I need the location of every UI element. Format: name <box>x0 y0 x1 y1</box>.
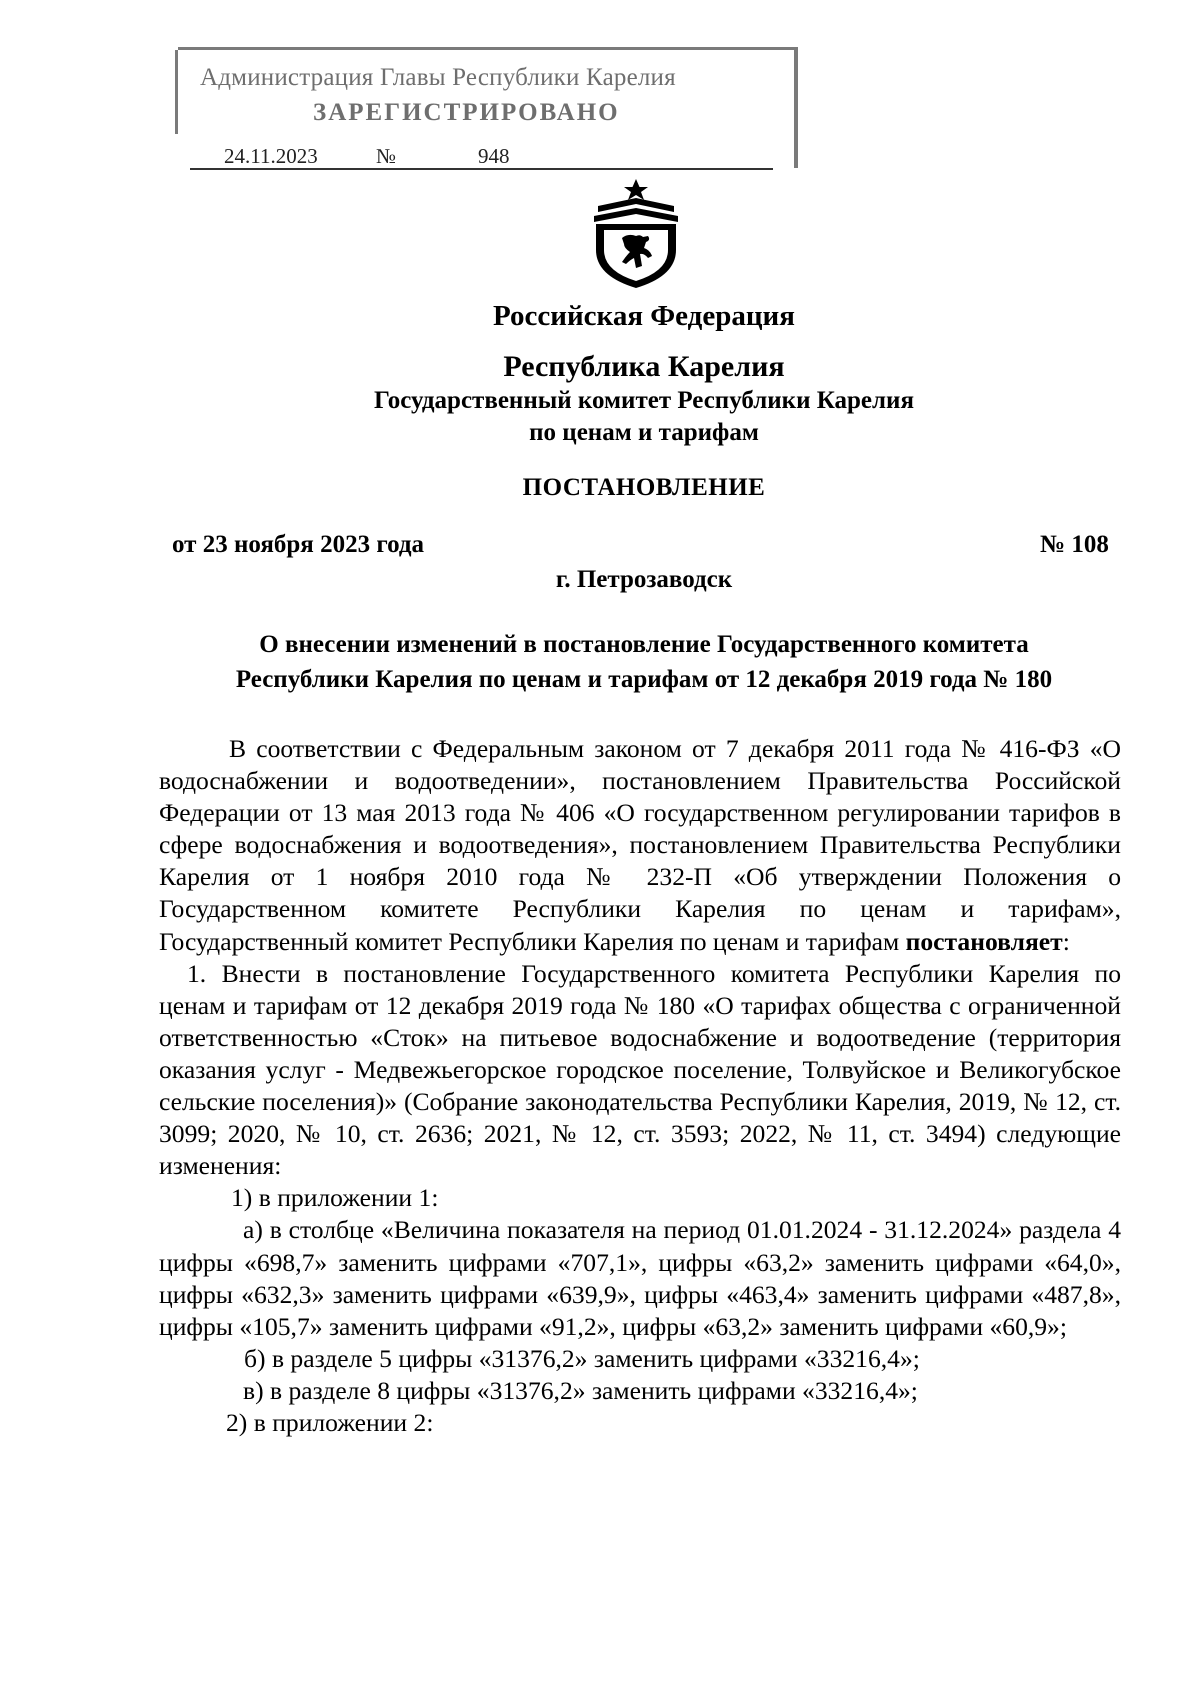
subitem-2: 2) в приложении 2: <box>226 1407 434 1437</box>
stamp-date: 24.11.2023 <box>224 144 318 168</box>
document-date: от 23 ноября 2023 года <box>172 531 424 558</box>
republic-heading: Республика Карелия <box>503 350 785 383</box>
karelia-coat-of-arms-icon <box>588 178 684 290</box>
committee-heading-line1: Государственный комитет Республики Карелия <box>374 387 914 414</box>
stamp-underline <box>190 168 773 170</box>
registration-stamp <box>178 47 798 168</box>
item-1: 1. Внести в постановление Государственного комитета Республики Карелия по ценам и тарифам от 12 декабря 2019 года № 180 «О тарифах общества с ограниченной ответственностью «Сток» на питьевое водоснабжение и водоотведение (территория оказания услуг - Медвежьегорское городское поселение, Толвуйское и Великогубское сельские поселения)» (Собрание законодательства Республики Карелия, 2019, № 12, ст. 3099; 2020, № 10, ст. 2636; 2021, № 12, ст. 3593; 2022, № 11, ст. 3494) следующие изменения: <box>159 958 1121 1181</box>
preamble-text: В соответствии с Федеральным законом от 7 декабря 2011 года № 416-ФЗ «О водоснабжении и водоотведении», постановлением Правительства Российской Федерации от 13 мая 2013 года № 406 «О государственном регулировании тарифов в сфере водоснабжения и водоотведения», постановлением Правительства Республики Карелия от 1 ноября 2010 года № 232-П «Об утверждении Положения о Государственном комитете Республики Карелия по ценам и тарифам», Государственный комитет Республики Карелия по ценам и тарифам <box>159 734 1121 956</box>
document-city: г. Петрозаводск <box>555 566 733 593</box>
document-number: № 108 <box>1040 531 1109 558</box>
subitem-1c: в) в разделе 8 цифры «31376,2» заменить цифрами «33216,4»; <box>243 1375 918 1405</box>
subitem-1a: а) в столбце «Величина показателя на период 01.01.2024 - 31.12.2024» раздела 4 цифры «698,7» заменить цифрами «707,1», цифры «63,2» заменить цифрами «64,0», цифры «632,3» заменить цифрами «639,9», цифры «463,4» заменить цифрами «487,8», цифры «105,7» заменить цифрами «91,2», цифры «63,2» заменить цифрами «60,9»; <box>159 1215 1121 1341</box>
stamp-border <box>175 50 178 134</box>
preamble-colon: : <box>1062 926 1070 956</box>
subitem-1b: б) в разделе 5 цифры «31376,2» заменить цифрами «33216,4»; <box>244 1343 920 1373</box>
stamp-registered-label: ЗАРЕГИСТРИРОВАНО <box>313 99 620 126</box>
subitem-1: 1) в приложении 1: <box>231 1183 439 1213</box>
document-body <box>159 733 1121 1439</box>
resolves-word: постановляет <box>905 926 1063 956</box>
stamp-number-sign: № <box>376 144 397 168</box>
stamp-authority: Администрация Главы Республики Карелия <box>200 64 676 91</box>
committee-heading-line2: по ценам и тарифам <box>529 419 759 446</box>
stamp-number: 948 <box>478 144 510 168</box>
document-title-line1: О внесении изменений в постановление Государственного комитета <box>259 631 1029 658</box>
document-title-line2: Республики Карелия по ценам и тарифам от 12 декабря 2019 года № 180 <box>235 666 1053 693</box>
preamble-paragraph <box>159 733 1121 958</box>
document-type: ПОСТАНОВЛЕНИЕ <box>522 474 766 501</box>
country-heading: Российская Федерация <box>493 300 795 332</box>
